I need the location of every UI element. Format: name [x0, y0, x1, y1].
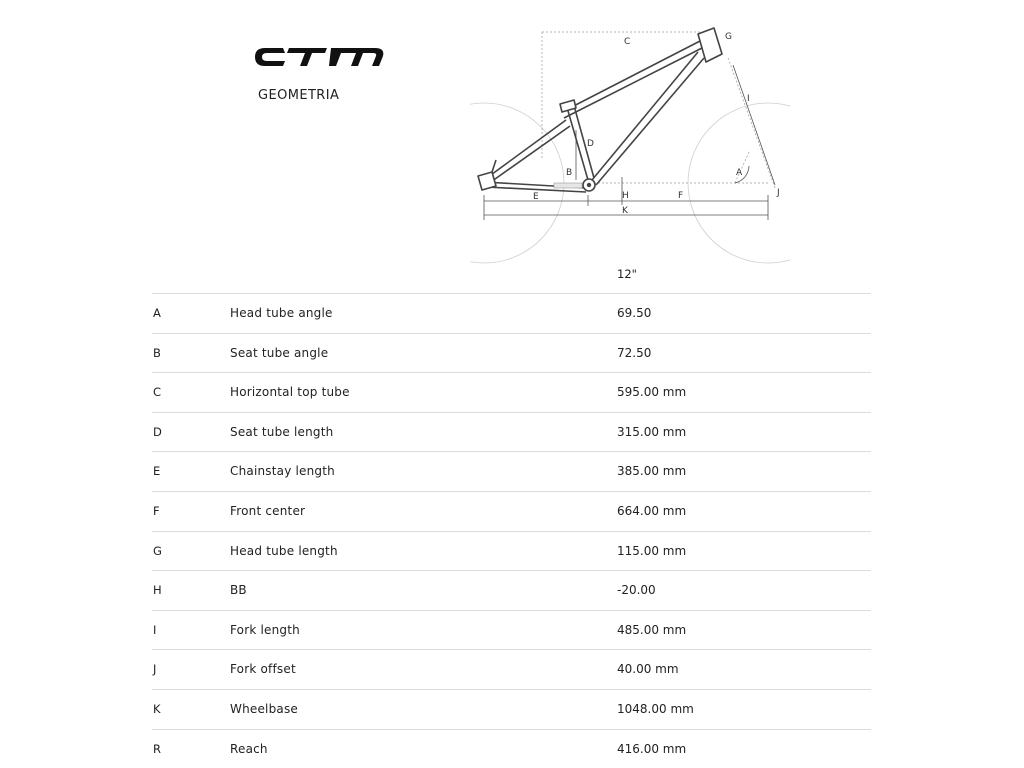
table-row	[152, 492, 871, 532]
label-d: D	[587, 139, 594, 149]
dimension-label: Front center	[230, 503, 306, 518]
dimension-value: 385.00 mm	[617, 464, 687, 479]
table-row	[152, 532, 871, 572]
dimension-value: 485.00 mm	[617, 622, 687, 637]
label-h: H	[622, 191, 629, 201]
label-i: I	[747, 94, 750, 104]
dimension-value: 115.00 mm	[617, 543, 687, 558]
dimension-value: 315.00 mm	[617, 424, 687, 439]
dimension-label: BB	[230, 583, 247, 598]
dimension-label: Fork length	[230, 622, 300, 637]
table-row	[152, 294, 871, 334]
dimension-letter: E	[153, 464, 161, 479]
label-g: G	[725, 32, 732, 42]
dimension-label: Seat tube length	[230, 424, 334, 439]
frame-geometry-svg	[470, 20, 790, 265]
table-row	[152, 730, 871, 768]
table-row	[152, 373, 871, 413]
dimension-value: 416.00 mm	[617, 741, 687, 756]
dimension-label: Head tube length	[230, 543, 338, 558]
dimension-value: 40.00 mm	[617, 662, 679, 677]
page-title: GEOMETRIA	[258, 88, 340, 103]
dimension-letter: G	[153, 543, 162, 558]
label-b: B	[566, 168, 573, 178]
table-row	[152, 571, 871, 611]
dimension-letter: C	[153, 385, 162, 400]
dimension-letter: J	[153, 662, 157, 677]
dimension-letter: R	[153, 741, 161, 756]
dimension-value: 72.50	[617, 345, 652, 360]
label-k: K	[622, 206, 628, 216]
table-row	[152, 611, 871, 651]
dimension-value: 595.00 mm	[617, 385, 687, 400]
table-row	[152, 452, 871, 492]
dimension-letter: K	[153, 701, 161, 716]
label-e: E	[533, 192, 539, 202]
size-column-header: 12"	[617, 267, 637, 281]
dimension-label: Head tube angle	[230, 306, 333, 320]
label-c: C	[624, 37, 631, 47]
geometry-table	[152, 293, 871, 768]
dimension-label: Horizontal top tube	[230, 385, 350, 400]
dimension-lines	[484, 65, 775, 220]
dimension-label: Chainstay length	[230, 464, 335, 479]
dimension-value: 664.00 mm	[617, 503, 687, 518]
table-row	[152, 413, 871, 453]
geometry-diagram	[470, 20, 790, 265]
dimension-letter: I	[153, 622, 157, 637]
dimension-guides	[542, 32, 775, 188]
dimension-value: -20.00	[617, 583, 656, 598]
dimension-label: Reach	[230, 741, 268, 756]
dimension-letter: H	[153, 583, 162, 598]
ctm-logo	[253, 44, 387, 70]
dimension-letter: B	[153, 345, 161, 360]
bike-frame	[478, 28, 722, 192]
dimension-letter: A	[153, 306, 161, 320]
dimension-labels	[533, 32, 780, 216]
label-j: J	[777, 188, 780, 198]
dimension-label: Wheelbase	[230, 701, 298, 716]
dimension-label: Seat tube angle	[230, 345, 329, 360]
dimension-label: Fork offset	[230, 662, 296, 677]
table-row	[152, 334, 871, 374]
ctm-logo-mark	[253, 44, 387, 70]
dimension-letter: D	[153, 424, 162, 439]
dimension-letter: F	[153, 503, 160, 518]
table-row	[152, 690, 871, 730]
dimension-value: 1048.00 mm	[617, 701, 694, 716]
dimension-value: 69.50	[617, 306, 652, 320]
chainstay-detail	[554, 183, 582, 188]
table-row	[152, 650, 871, 690]
label-f: F	[678, 191, 684, 201]
label-a: A	[736, 168, 743, 178]
